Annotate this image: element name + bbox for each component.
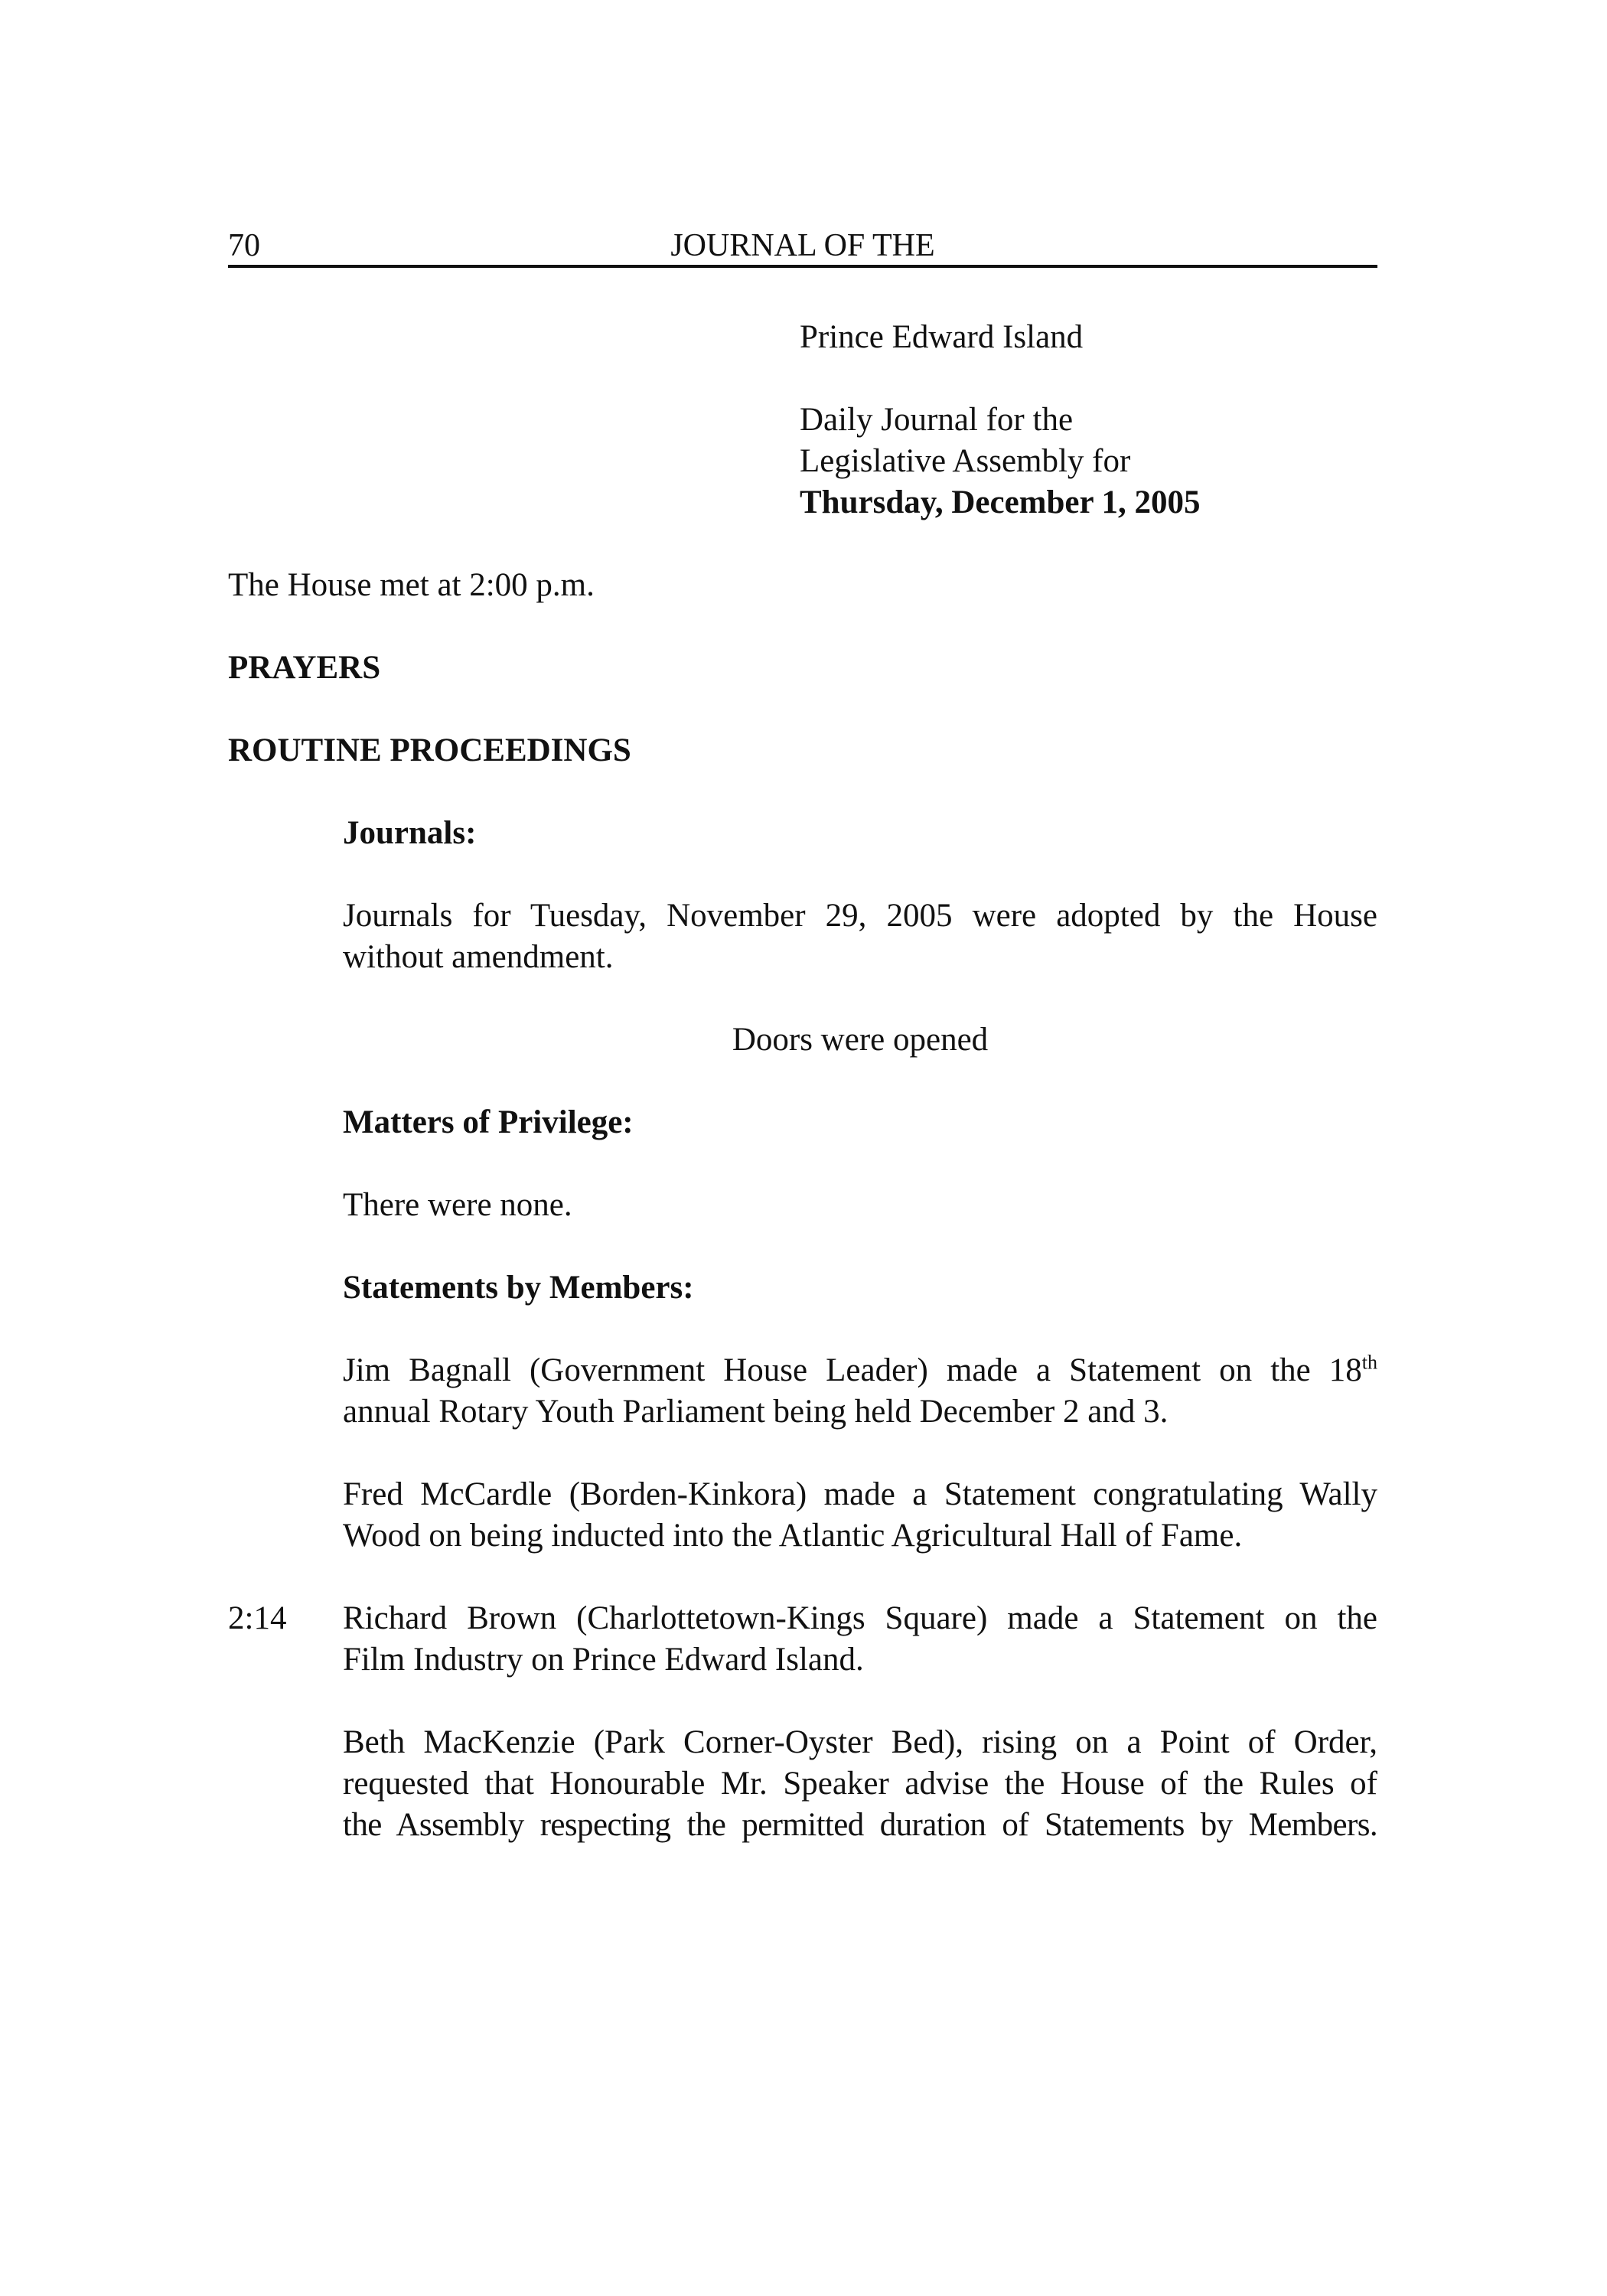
prayers-heading: PRAYERS (228, 650, 381, 686)
running-title: JOURNAL OF THE (670, 228, 935, 263)
journals-heading: Journals: (343, 815, 477, 851)
sitting-date: Thursday, December 1, 2005 (800, 484, 1201, 520)
house-met: The House met at 2:00 p.m. (228, 567, 595, 603)
privilege-heading: Matters of Privilege: (343, 1104, 634, 1140)
time-marker: 2:14 (228, 1600, 287, 1636)
statement-mccardle-line-2: Wood on being inducted into the Atlantic Agricultural Hall of Fame. (343, 1518, 1243, 1554)
journal-line-2: Legislative Assembly for (800, 443, 1131, 479)
journal-line-1: Daily Journal for the (800, 402, 1074, 438)
statement-mackenzie-line-1: Beth MacKenzie (Park Corner-Oyster Bed), rising on a Point of Order, (343, 1724, 1377, 1760)
privilege-text: There were none. (343, 1187, 572, 1223)
statement-mackenzie-line-2: requested that Honourable Mr. Speaker advise the House of the Rules of (343, 1766, 1377, 1802)
statement-mackenzie-line-3: the Assembly respecting the permitted duration of Statements by Members. (343, 1807, 1377, 1843)
statement-bagnall-text: Jim Bagnall (Government House Leader) made a Statement on the 18 (343, 1352, 1362, 1388)
journals-text-line-1: Journals for Tuesday, November 29, 2005 were adopted by the House (343, 898, 1377, 934)
ordinal-superscript: th (1361, 1351, 1377, 1374)
province-name: Prince Edward Island (800, 319, 1084, 355)
statement-brown-line-2: Film Industry on Prince Edward Island. (343, 1642, 864, 1678)
statement-bagnall-line-1 (343, 1350, 1377, 1391)
doors-opened: Doors were opened (732, 1022, 989, 1058)
journals-text-line-2: without amendment. (343, 939, 614, 975)
statement-mccardle-line-1: Fred McCardle (Borden-Kinkora) made a Statement congratulating Wally (343, 1476, 1377, 1512)
statements-heading: Statements by Members: (343, 1270, 694, 1306)
page-number: 70 (228, 228, 260, 263)
routine-proceedings-heading: ROUTINE PROCEEDINGS (228, 732, 631, 768)
page-header (228, 227, 1377, 268)
statement-brown-line-1: Richard Brown (Charlottetown-Kings Square) made a Statement on the (343, 1600, 1377, 1636)
statement-bagnall-line-2: annual Rotary Youth Parliament being held December 2 and 3. (343, 1394, 1169, 1430)
